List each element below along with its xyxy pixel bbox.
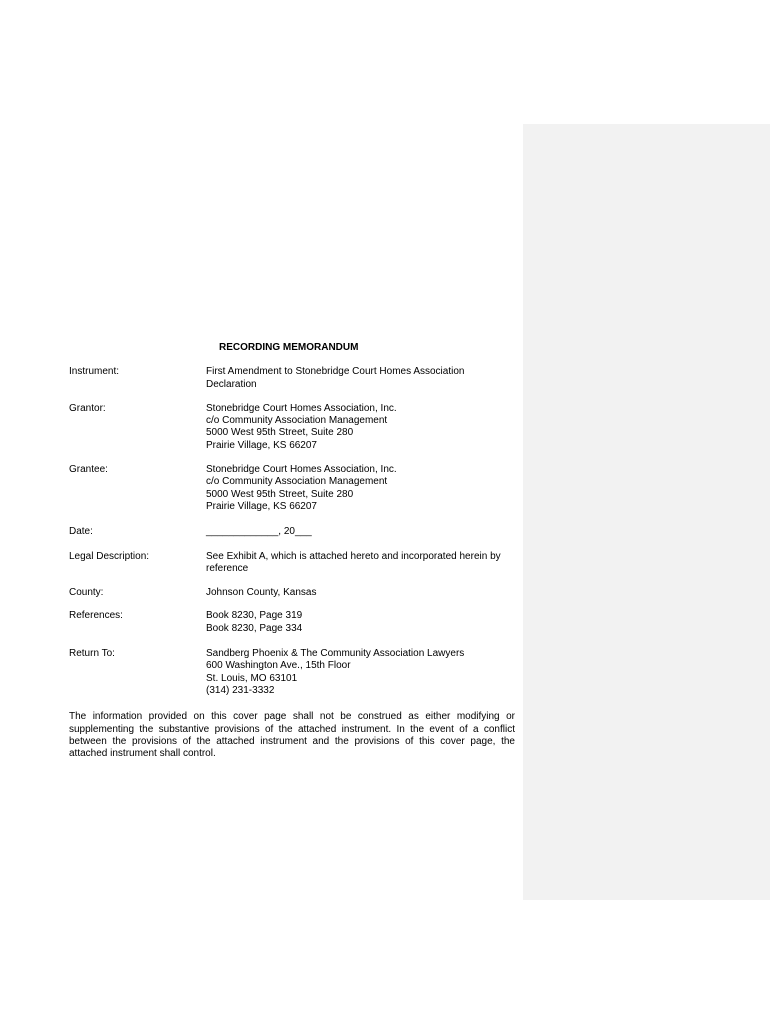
date-blank: _____________, 20___ — [206, 526, 312, 538]
references-label: References: — [69, 610, 123, 622]
legal-description-text: See Exhibit A, which is attached hereto and incorporated herein by reference — [206, 550, 501, 574]
instrument-label: Instrument: — [69, 366, 120, 378]
grantor-value — [206, 403, 515, 452]
instrument-line: Declaration — [206, 378, 257, 390]
return-to-label: Return To: — [69, 648, 115, 660]
county-text: Johnson County, Kansas — [206, 587, 317, 599]
grantor-label: Grantor: — [69, 402, 106, 414]
reference-line: Book 8230, Page 334 — [206, 622, 303, 634]
instrument-line: First Amendment to Stonebridge Court Homes Association — [206, 366, 465, 378]
grantee-line: c/o Community Association Management — [206, 476, 388, 488]
grantee-line: Stonebridge Court Homes Association, Inc. — [206, 464, 397, 476]
county-row — [69, 587, 515, 599]
instrument-value — [206, 366, 515, 391]
return-to-row — [69, 648, 515, 697]
reference-line: Book 8230, Page 319 — [206, 610, 303, 622]
grantor-line: c/o Community Association Management — [206, 415, 388, 427]
county-value — [206, 587, 515, 599]
legal-description-value — [206, 551, 515, 576]
return-to-value — [206, 648, 515, 697]
grantor-line: Prairie Village, KS 66207 — [206, 439, 317, 451]
grantee-label: Grantee: — [69, 464, 108, 476]
references-value — [206, 610, 515, 635]
grantor-line: 5000 West 95th Street, Suite 280 — [206, 427, 354, 439]
grantee-line: Prairie Village, KS 66207 — [206, 500, 317, 512]
date-row — [69, 526, 515, 538]
recording-memorandum — [69, 342, 515, 761]
grantee-line: 5000 West 95th Street, Suite 280 — [206, 488, 354, 500]
instrument-row — [69, 366, 515, 391]
grantor-row — [69, 403, 515, 452]
return-to-line: Sandberg Phoenix & The Community Association Lawyers — [206, 648, 465, 660]
grantee-value — [206, 464, 515, 513]
references-row — [69, 610, 515, 635]
date-label: Date: — [69, 526, 93, 538]
grantor-line: Stonebridge Court Homes Association, Inc. — [206, 402, 397, 414]
return-to-line: (314) 231-3332 — [206, 684, 275, 696]
return-to-line: 600 Washington Ave., 15th Floor — [206, 660, 351, 672]
date-value — [206, 526, 515, 538]
county-label: County: — [69, 587, 104, 599]
grantee-row — [69, 464, 515, 513]
return-to-line: St. Louis, MO 63101 — [206, 672, 298, 684]
document-title: RECORDING MEMORANDUM — [219, 342, 359, 353]
legal-description-label: Legal Description: — [69, 550, 150, 562]
notice-paragraph: The information provided on this cover page shall not be construed as either modifying or supplementing the substantive provisions of the attached instrument. In the event of a conflict between the provisions of the attached instrument and the provisions of this cover page, the attached instrument shall control. — [69, 711, 515, 760]
comment-pane — [523, 124, 770, 900]
legal-description-row — [69, 551, 515, 576]
